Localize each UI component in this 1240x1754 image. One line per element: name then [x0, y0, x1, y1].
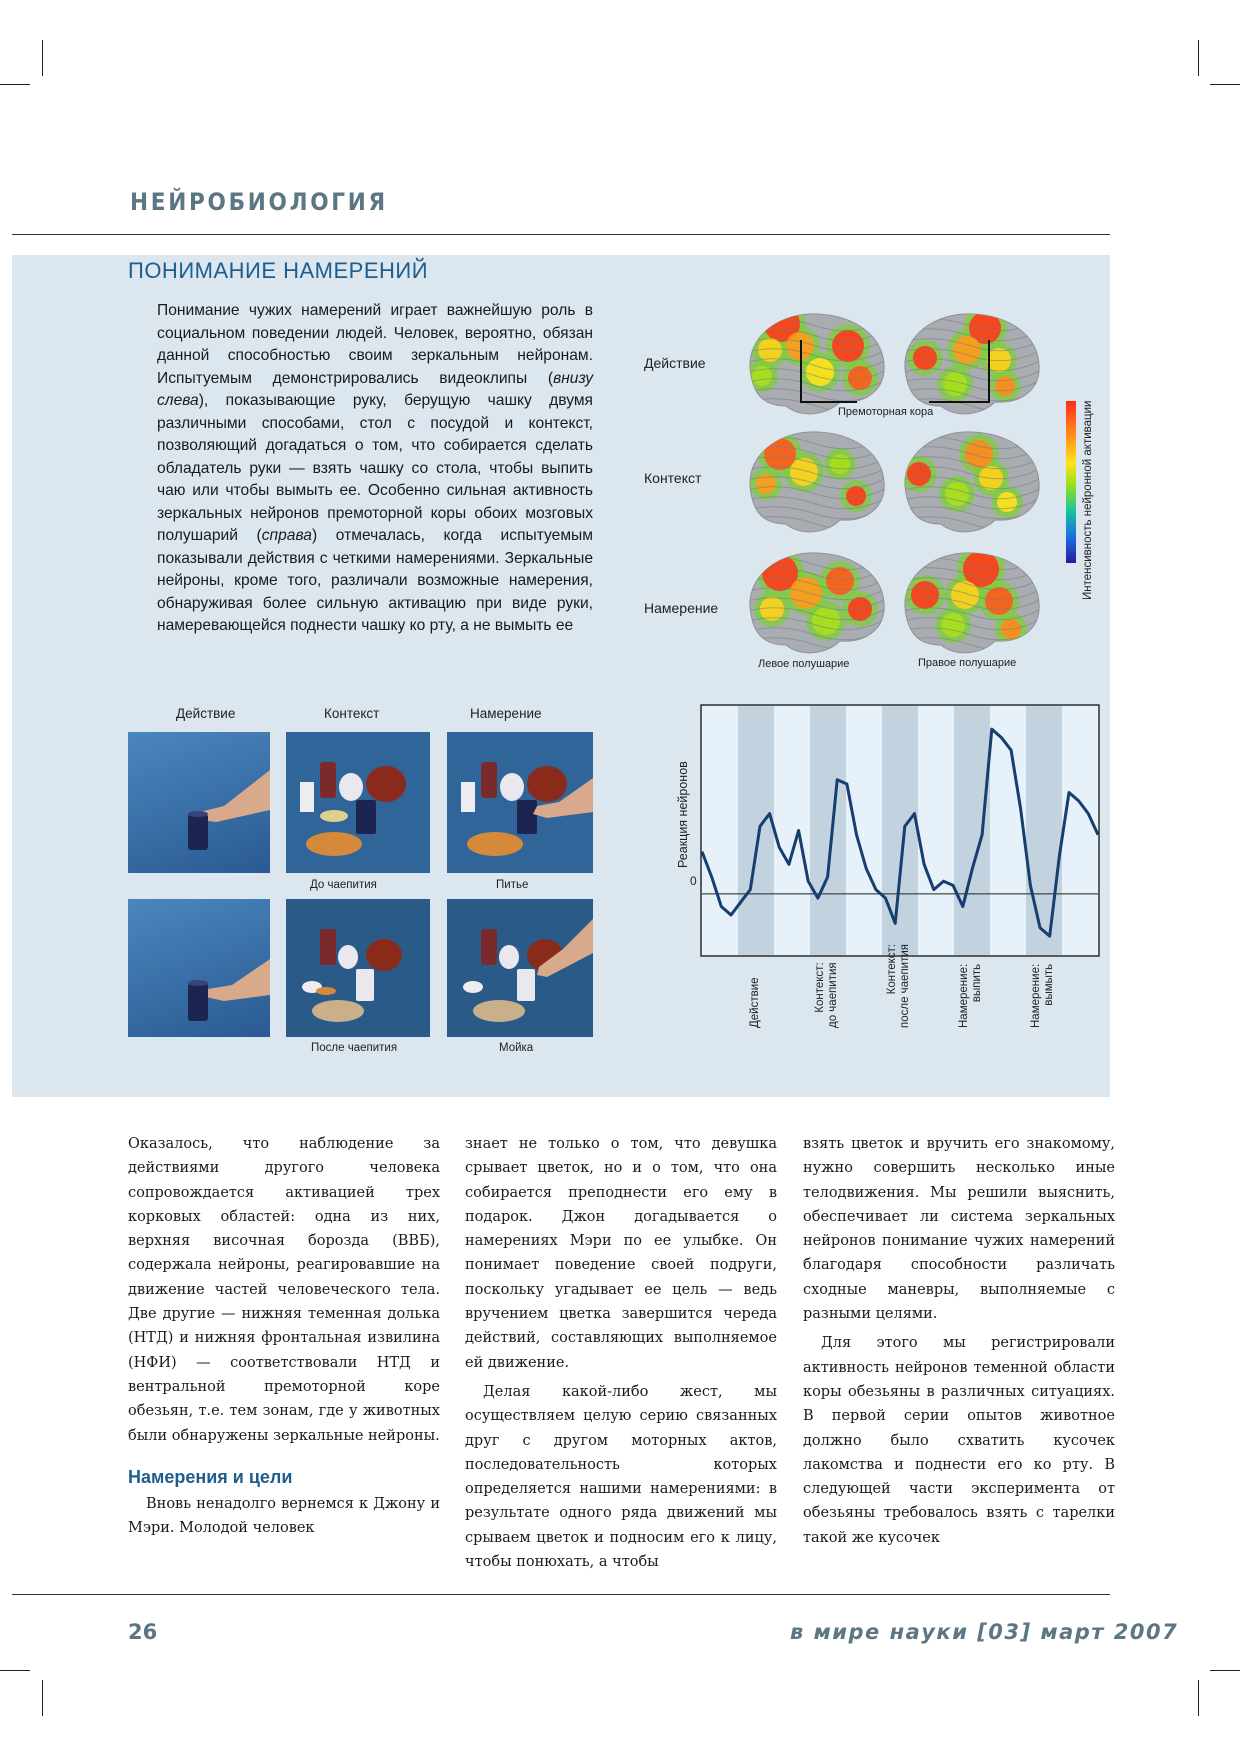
photo-caption-after-tea: После чаепития: [311, 1042, 398, 1054]
premotor-label: Премоторная кора: [838, 406, 934, 418]
neuron-response-chart: [700, 704, 1100, 957]
crop-mark: [42, 1680, 43, 1716]
section-label: НЕЙРОБИОЛОГИЯ: [130, 188, 388, 216]
crop-mark: [1210, 1670, 1240, 1671]
box-text-part: ) отмечалась, когда испытуемым показывали действия с четкими намерениями. Зеркальные нейроны, кроме того, различали возможные намерения, обнаруживая более сильную активацию при виде руки, намеревающейся поднести чашку ко рту, а не вымыть ее: [157, 527, 593, 634]
chart-x-label: [958, 964, 984, 1028]
col2-paragraph-2: Делая какой-либо жест, мы осуществляем целую серию связанных друг с другом моторных актов, последовательность которых определяется нашими намерениями: в результате одного ряда движений мы срываем цветок и подносим его к лицу, чтобы понюхать, а чтобы: [465, 1383, 777, 1571]
col2-paragraph-1: знает не только о том, что девушка срывает цветок, но и о том, что она собирается преподнести его ему в подарок. Джон догадывается о намерениях Мэри по ее улыбке. Он понимает поведение своей подруги, поскольку угадывает ее цель — ведь вручением цветка завершится череда действий, составляющих выполняемое ей движение.: [465, 1136, 777, 1371]
footer-rule: [12, 1594, 1110, 1595]
chart-x-label-line: Действие: [749, 977, 761, 1028]
chart-x-label-line: вымыть: [1043, 963, 1055, 1006]
brain-left-intention: [740, 545, 890, 660]
photo-caption-drink: Питье: [496, 879, 529, 891]
photo-caption-before-tea: До чаепития: [310, 879, 377, 891]
crop-mark: [0, 1670, 30, 1671]
col1-paragraph-2: Вновь ненадолго вернемся к Джону и Мэри. Молодой человек: [128, 1495, 440, 1537]
box-text-part: Понимание чужих намерений играет важнейшую роль в социальном поведении людей. Человек, вероятно, обязан данной способностью своим зеркальным нейронам. Испытуемым демонстрировались видеоклипы (: [157, 302, 593, 387]
chart-gap-band: [1062, 706, 1099, 955]
chart-category-band: [1026, 706, 1063, 955]
brain-row-label-context: Контекст: [644, 470, 702, 486]
col3-paragraph-2: Для этого мы регистрировали активность нейронов теменной области коры обезьяны в различных ситуациях. В первой серии опытов животное должно было схватить кусочек лакомства и поднести его ко рту. В следующей части эксперимента от обезьяны требовалось взять с тарелки такой же кусочек: [803, 1335, 1115, 1546]
crop-mark: [1210, 84, 1240, 85]
chart-x-label: [814, 962, 840, 1028]
box-text-part: ), показывающие руку, берущую чашку двумя различными способами, стол с посудой и контекст, позволяющий догадаться о том, что собирается сделать обладатель руки — взять чашку со стола, чтобы выпить чаю или чтобы вымыть ее. Особенно сильная активность зеркальных нейронов премоторной коры обоих мозговых полушарий (: [157, 392, 593, 544]
chart-x-label: [1030, 964, 1056, 1028]
chart-gap-band: [702, 706, 739, 955]
left-hemisphere-label: Левое полушарие: [758, 658, 850, 670]
crop-mark: [1198, 40, 1199, 76]
chart-zero-tick-label: 0: [690, 874, 697, 888]
header-rule: [12, 234, 1110, 235]
chart-x-label: [886, 944, 912, 1028]
photo-intention-wash: [447, 899, 593, 1037]
chart-x-label-line: после чаепития: [899, 943, 911, 1028]
chart-category-band: [810, 706, 847, 955]
crop-mark: [0, 84, 30, 85]
colorbar-label: Интенсивность нейронной активации: [1082, 400, 1094, 600]
col1-paragraph-1: Оказалось, что наблюдение за действиями другого человека сопровождается активацией трех корковых областей: одна из них, верхняя височная борозда (ВВБ), содержала нейроны, реагировавшие на движение частей человеческого тела. Две другие — нижняя теменная долька (НТД) и нижняя фронтальная извилина (НФИ) — соответствовали НТД и вентральной премоторной коре обезьян, т.е. тем зонам, где у животных были обнаружены зеркальные нейроны.: [128, 1136, 440, 1444]
photo-intention-drink: [447, 732, 593, 873]
article-column-2: [465, 1132, 777, 1574]
brain-right-intention: [895, 545, 1045, 660]
chart-x-label-line: Намерение:: [1030, 963, 1042, 1028]
article-column-3: [803, 1132, 1115, 1550]
chart-gap-band: [918, 706, 955, 955]
chart-x-label-line: Контекст:: [886, 943, 898, 995]
photo-header-intention: Намерение: [470, 706, 542, 721]
chart-gap-band: [774, 706, 811, 955]
photo-context-after-tea: [286, 899, 430, 1037]
brain-right-context: [895, 424, 1045, 539]
photo-action-bottom: [128, 899, 270, 1037]
chart-gap-band: [990, 706, 1027, 955]
right-hemisphere-label: Правое полушарие: [918, 657, 1017, 669]
photo-context-before-tea: [286, 732, 430, 873]
brain-left-context: [740, 424, 890, 539]
chart-category-band: [738, 706, 775, 955]
brain-row-label-action: Действие: [644, 355, 706, 371]
box-title: ПОНИМАНИЕ НАМЕРЕНИЙ: [128, 258, 429, 283]
brain-row-label-intention: Намерение: [644, 600, 719, 616]
box-text: [157, 300, 593, 638]
chart-category-band: [882, 706, 919, 955]
chart-x-label-line: Контекст:: [814, 962, 826, 1013]
chart-x-label-line: Намерение:: [958, 963, 970, 1028]
premotor-bracket: [795, 340, 1000, 410]
photo-header-action: Действие: [176, 706, 236, 721]
article-column-1: [128, 1132, 440, 1540]
box-text-italic: внизу слева: [157, 369, 593, 409]
photo-action-top: [128, 732, 270, 873]
chart-x-label: [749, 977, 762, 1028]
chart-gap-band: [846, 706, 883, 955]
photo-caption-wash: Мойка: [499, 1042, 534, 1054]
chart-category-band: [954, 706, 991, 955]
crop-mark: [42, 40, 43, 76]
photo-header-context: Контекст: [324, 706, 380, 721]
journal-footer: в мире науки [03] март 2007: [790, 1620, 1179, 1644]
chart-x-label-line: выпить: [971, 963, 983, 1003]
box-text-italic: справа: [261, 527, 312, 544]
chart-x-label-line: до чаепития: [827, 962, 839, 1028]
crop-mark: [1198, 1680, 1199, 1716]
chart-ylabel: Реакция нейронов: [676, 761, 690, 868]
activation-colorbar: [1066, 401, 1076, 563]
col3-paragraph-1: взять цветок и вручить его знакомому, нужно совершить несколько иные телодвижения. Мы решили выяснить, обеспечивает ли система зеркальных нейронов понимание чужих намерений благодаря способности различать сходные маневры, выполняемые с разными целями.: [803, 1136, 1115, 1323]
page-number: 26: [128, 1620, 158, 1644]
subhead-intentions-goals: Намерения и цели: [128, 1466, 293, 1487]
